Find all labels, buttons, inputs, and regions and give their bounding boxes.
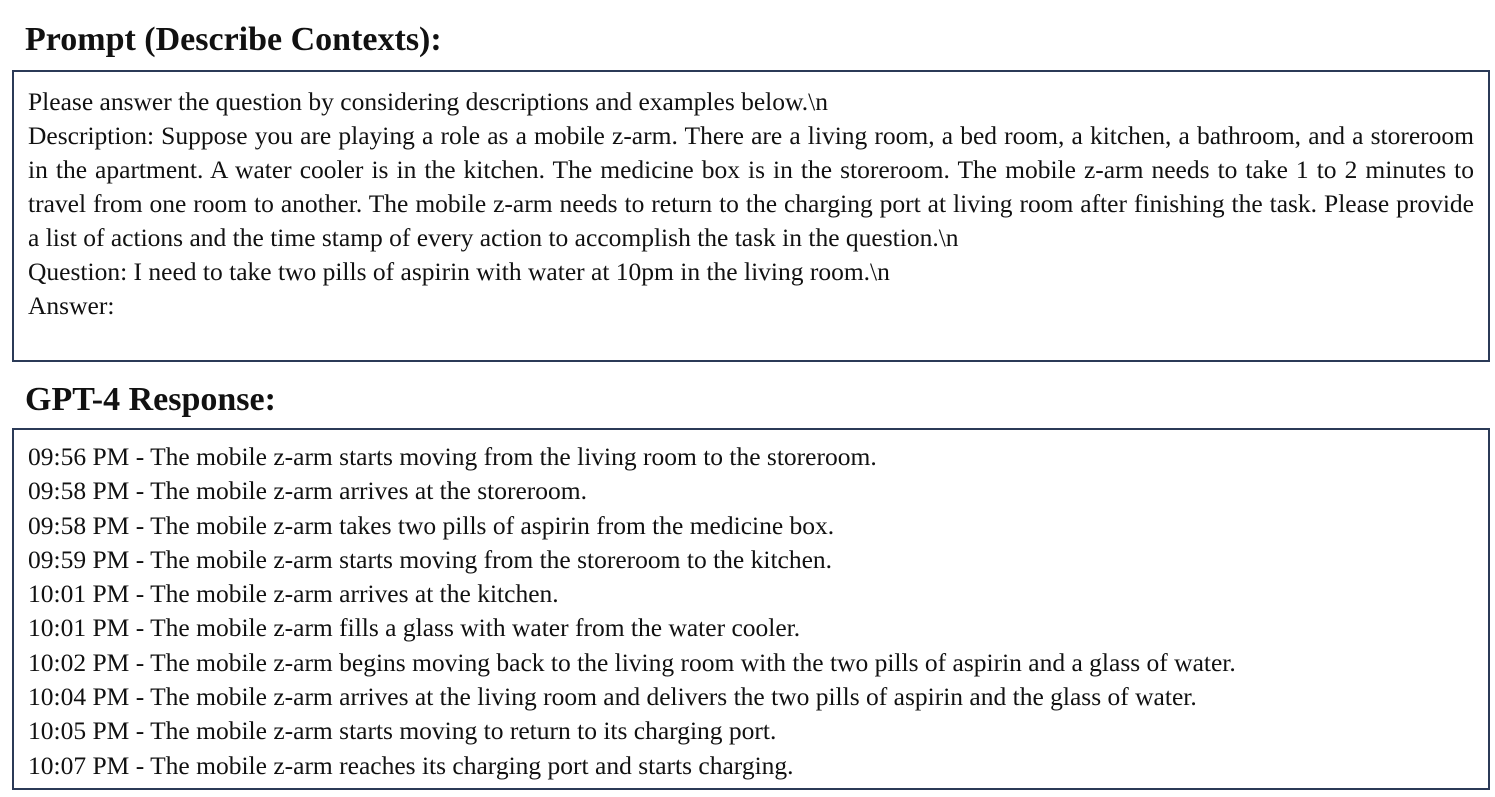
- response-line: 10:04 PM - The mobile z-arm arrives at the living room and delivers the two pills of aspirin and the glass of water.: [28, 682, 1197, 712]
- prompt-section-title: Prompt (Describe Contexts):: [25, 21, 442, 58]
- response-line: 10:01 PM - The mobile z-arm arrives at the kitchen.: [28, 579, 559, 609]
- response-section-title: GPT-4 Response:: [25, 381, 276, 418]
- response-line: 09:58 PM - The mobile z-arm arrives at the storeroom.: [28, 476, 587, 506]
- response-line: 09:58 PM - The mobile z-arm takes two pills of aspirin from the medicine box.: [28, 510, 835, 540]
- response-line: 10:05 PM - The mobile z-arm starts moving to return to its charging port.: [28, 716, 777, 746]
- response-line: 10:01 PM - The mobile z-arm fills a glass with water from the water cooler.: [28, 613, 801, 643]
- prompt-instruction: Please answer the question by considering descriptions and examples below.\n: [28, 87, 828, 116]
- prompt-box: [12, 70, 1490, 362]
- prompt-question: Question: I need to take two pills of aspirin with water at 10pm in the living room.\n: [28, 257, 890, 286]
- prompt-answer-label: Answer:: [28, 291, 115, 320]
- response-line: 09:59 PM - The mobile z-arm starts moving from the storeroom to the kitchen.: [28, 544, 833, 574]
- response-line: 10:07 PM - The mobile z-arm reaches its charging port and starts charging.: [28, 750, 794, 780]
- response-box: [12, 428, 1490, 790]
- response-line: 10:02 PM - The mobile z-arm begins moving back to the living room with the two pills of aspirin and a glass of water.: [28, 647, 1236, 677]
- prompt-description: Description: Suppose you are playing a role as a mobile z-arm. There are a living room, a bed room, a kitchen, a bathroom, and a storeroom in the apartment. A water cooler is in the kitchen. The medicine box is in the storeroom. The mobile z-arm needs to take 1 to 2 minutes to travel from one room to another. The mobile z-arm needs to return to the charging port at living room after finishing the task. Please provide a list of actions and the time stamp of every action to accomplish the task in the question.\n: [28, 121, 1474, 252]
- response-line: 09:56 PM - The mobile z-arm starts moving from the living room to the storeroom.: [28, 442, 877, 471]
